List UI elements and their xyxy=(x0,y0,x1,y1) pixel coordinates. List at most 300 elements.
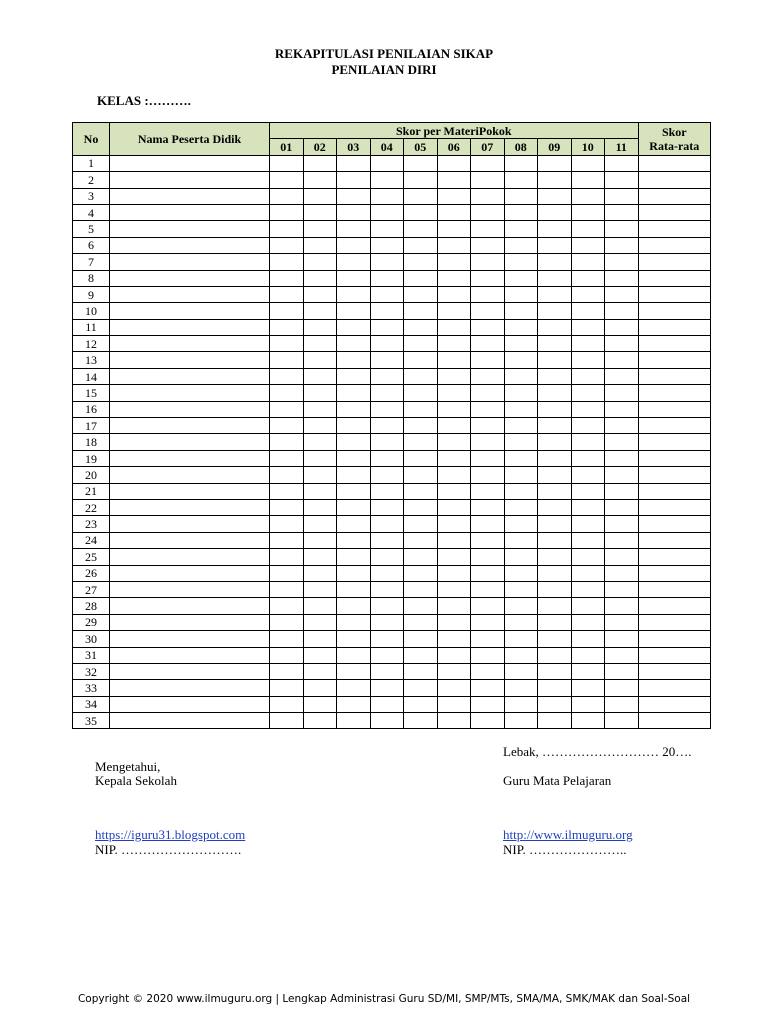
score-cell-04[interactable] xyxy=(370,450,404,466)
score-cell-07[interactable] xyxy=(471,499,505,515)
score-cell-09[interactable] xyxy=(538,713,572,729)
score-cell-07[interactable] xyxy=(471,647,505,663)
score-cell-11[interactable] xyxy=(605,188,639,204)
student-name-cell[interactable] xyxy=(110,614,270,630)
score-cell-01[interactable] xyxy=(270,434,304,450)
score-cell-07[interactable] xyxy=(471,614,505,630)
score-cell-08[interactable] xyxy=(504,352,538,368)
score-cell-07[interactable] xyxy=(471,286,505,302)
score-cell-04[interactable] xyxy=(370,188,404,204)
score-cell-11[interactable] xyxy=(605,663,639,679)
score-cell-01[interactable] xyxy=(270,336,304,352)
score-cell-11[interactable] xyxy=(605,155,639,171)
average-score-cell[interactable] xyxy=(638,368,711,384)
score-cell-09[interactable] xyxy=(538,172,572,188)
score-cell-04[interactable] xyxy=(370,254,404,270)
score-cell-04[interactable] xyxy=(370,434,404,450)
score-cell-02[interactable] xyxy=(303,696,337,712)
score-cell-03[interactable] xyxy=(337,467,371,483)
average-score-cell[interactable] xyxy=(638,188,711,204)
student-name-cell[interactable] xyxy=(110,368,270,384)
score-cell-08[interactable] xyxy=(504,581,538,597)
score-cell-02[interactable] xyxy=(303,647,337,663)
score-cell-10[interactable] xyxy=(571,565,605,581)
score-cell-03[interactable] xyxy=(337,614,371,630)
score-cell-08[interactable] xyxy=(504,336,538,352)
score-cell-11[interactable] xyxy=(605,434,639,450)
score-cell-02[interactable] xyxy=(303,172,337,188)
score-cell-02[interactable] xyxy=(303,532,337,548)
score-cell-09[interactable] xyxy=(538,467,572,483)
student-name-cell[interactable] xyxy=(110,631,270,647)
score-cell-08[interactable] xyxy=(504,172,538,188)
score-cell-11[interactable] xyxy=(605,254,639,270)
score-cell-02[interactable] xyxy=(303,237,337,253)
score-cell-07[interactable] xyxy=(471,631,505,647)
score-cell-09[interactable] xyxy=(538,237,572,253)
score-cell-06[interactable] xyxy=(437,516,471,532)
student-name-cell[interactable] xyxy=(110,401,270,417)
score-cell-02[interactable] xyxy=(303,499,337,515)
score-cell-05[interactable] xyxy=(404,467,438,483)
average-score-cell[interactable] xyxy=(638,155,711,171)
average-score-cell[interactable] xyxy=(638,614,711,630)
score-cell-10[interactable] xyxy=(571,680,605,696)
score-cell-02[interactable] xyxy=(303,385,337,401)
score-cell-11[interactable] xyxy=(605,286,639,302)
score-cell-10[interactable] xyxy=(571,188,605,204)
score-cell-03[interactable] xyxy=(337,270,371,286)
score-cell-01[interactable] xyxy=(270,418,304,434)
score-cell-02[interactable] xyxy=(303,549,337,565)
student-name-cell[interactable] xyxy=(110,418,270,434)
score-cell-02[interactable] xyxy=(303,434,337,450)
score-cell-03[interactable] xyxy=(337,401,371,417)
score-cell-09[interactable] xyxy=(538,614,572,630)
score-cell-11[interactable] xyxy=(605,172,639,188)
score-cell-10[interactable] xyxy=(571,155,605,171)
student-name-cell[interactable] xyxy=(110,450,270,466)
score-cell-09[interactable] xyxy=(538,631,572,647)
score-cell-09[interactable] xyxy=(538,254,572,270)
score-cell-03[interactable] xyxy=(337,434,371,450)
score-cell-03[interactable] xyxy=(337,598,371,614)
score-cell-08[interactable] xyxy=(504,713,538,729)
score-cell-07[interactable] xyxy=(471,418,505,434)
student-name-cell[interactable] xyxy=(110,713,270,729)
score-cell-03[interactable] xyxy=(337,352,371,368)
score-cell-01[interactable] xyxy=(270,450,304,466)
score-cell-05[interactable] xyxy=(404,418,438,434)
score-cell-03[interactable] xyxy=(337,516,371,532)
score-cell-03[interactable] xyxy=(337,696,371,712)
average-score-cell[interactable] xyxy=(638,401,711,417)
score-cell-09[interactable] xyxy=(538,663,572,679)
student-name-cell[interactable] xyxy=(110,483,270,499)
score-cell-07[interactable] xyxy=(471,319,505,335)
student-name-cell[interactable] xyxy=(110,204,270,220)
score-cell-05[interactable] xyxy=(404,352,438,368)
score-cell-08[interactable] xyxy=(504,368,538,384)
student-name-cell[interactable] xyxy=(110,385,270,401)
score-cell-05[interactable] xyxy=(404,516,438,532)
score-cell-08[interactable] xyxy=(504,565,538,581)
score-cell-06[interactable] xyxy=(437,483,471,499)
student-name-cell[interactable] xyxy=(110,680,270,696)
average-score-cell[interactable] xyxy=(638,385,711,401)
score-cell-05[interactable] xyxy=(404,631,438,647)
score-cell-02[interactable] xyxy=(303,581,337,597)
score-cell-11[interactable] xyxy=(605,549,639,565)
score-cell-09[interactable] xyxy=(538,303,572,319)
score-cell-02[interactable] xyxy=(303,450,337,466)
score-cell-06[interactable] xyxy=(437,385,471,401)
score-cell-02[interactable] xyxy=(303,221,337,237)
score-cell-03[interactable] xyxy=(337,155,371,171)
score-cell-06[interactable] xyxy=(437,155,471,171)
average-score-cell[interactable] xyxy=(638,172,711,188)
average-score-cell[interactable] xyxy=(638,319,711,335)
score-cell-10[interactable] xyxy=(571,434,605,450)
score-cell-01[interactable] xyxy=(270,598,304,614)
student-name-cell[interactable] xyxy=(110,696,270,712)
score-cell-03[interactable] xyxy=(337,499,371,515)
score-cell-07[interactable] xyxy=(471,483,505,499)
score-cell-04[interactable] xyxy=(370,532,404,548)
score-cell-04[interactable] xyxy=(370,319,404,335)
score-cell-07[interactable] xyxy=(471,532,505,548)
score-cell-09[interactable] xyxy=(538,516,572,532)
average-score-cell[interactable] xyxy=(638,254,711,270)
student-name-cell[interactable] xyxy=(110,188,270,204)
student-name-cell[interactable] xyxy=(110,319,270,335)
score-cell-03[interactable] xyxy=(337,565,371,581)
score-cell-10[interactable] xyxy=(571,204,605,220)
score-cell-09[interactable] xyxy=(538,549,572,565)
student-name-cell[interactable] xyxy=(110,647,270,663)
score-cell-09[interactable] xyxy=(538,581,572,597)
score-cell-02[interactable] xyxy=(303,336,337,352)
score-cell-06[interactable] xyxy=(437,631,471,647)
score-cell-02[interactable] xyxy=(303,254,337,270)
score-cell-06[interactable] xyxy=(437,499,471,515)
score-cell-05[interactable] xyxy=(404,483,438,499)
score-cell-01[interactable] xyxy=(270,155,304,171)
average-score-cell[interactable] xyxy=(638,516,711,532)
score-cell-01[interactable] xyxy=(270,467,304,483)
score-cell-10[interactable] xyxy=(571,254,605,270)
score-cell-07[interactable] xyxy=(471,368,505,384)
score-cell-03[interactable] xyxy=(337,286,371,302)
score-cell-01[interactable] xyxy=(270,483,304,499)
score-cell-11[interactable] xyxy=(605,352,639,368)
score-cell-07[interactable] xyxy=(471,680,505,696)
score-cell-03[interactable] xyxy=(337,368,371,384)
score-cell-02[interactable] xyxy=(303,155,337,171)
score-cell-02[interactable] xyxy=(303,368,337,384)
score-cell-05[interactable] xyxy=(404,319,438,335)
average-score-cell[interactable] xyxy=(638,631,711,647)
score-cell-08[interactable] xyxy=(504,516,538,532)
score-cell-04[interactable] xyxy=(370,155,404,171)
score-cell-04[interactable] xyxy=(370,385,404,401)
score-cell-01[interactable] xyxy=(270,237,304,253)
score-cell-06[interactable] xyxy=(437,254,471,270)
score-cell-11[interactable] xyxy=(605,303,639,319)
score-cell-09[interactable] xyxy=(538,352,572,368)
score-cell-08[interactable] xyxy=(504,663,538,679)
right-link[interactable]: http://www.ilmuguru.org xyxy=(503,827,633,842)
score-cell-01[interactable] xyxy=(270,614,304,630)
score-cell-06[interactable] xyxy=(437,598,471,614)
score-cell-11[interactable] xyxy=(605,270,639,286)
score-cell-09[interactable] xyxy=(538,155,572,171)
score-cell-08[interactable] xyxy=(504,270,538,286)
score-cell-08[interactable] xyxy=(504,483,538,499)
score-cell-11[interactable] xyxy=(605,237,639,253)
score-cell-07[interactable] xyxy=(471,549,505,565)
score-cell-05[interactable] xyxy=(404,434,438,450)
score-cell-07[interactable] xyxy=(471,188,505,204)
score-cell-08[interactable] xyxy=(504,254,538,270)
average-score-cell[interactable] xyxy=(638,663,711,679)
score-cell-03[interactable] xyxy=(337,532,371,548)
student-name-cell[interactable] xyxy=(110,516,270,532)
score-cell-02[interactable] xyxy=(303,680,337,696)
score-cell-11[interactable] xyxy=(605,696,639,712)
score-cell-01[interactable] xyxy=(270,270,304,286)
score-cell-07[interactable] xyxy=(471,237,505,253)
average-score-cell[interactable] xyxy=(638,450,711,466)
score-cell-10[interactable] xyxy=(571,352,605,368)
score-cell-01[interactable] xyxy=(270,713,304,729)
average-score-cell[interactable] xyxy=(638,336,711,352)
score-cell-01[interactable] xyxy=(270,221,304,237)
score-cell-03[interactable] xyxy=(337,172,371,188)
score-cell-04[interactable] xyxy=(370,516,404,532)
score-cell-05[interactable] xyxy=(404,270,438,286)
score-cell-02[interactable] xyxy=(303,467,337,483)
score-cell-03[interactable] xyxy=(337,319,371,335)
student-name-cell[interactable] xyxy=(110,286,270,302)
score-cell-07[interactable] xyxy=(471,450,505,466)
score-cell-11[interactable] xyxy=(605,565,639,581)
score-cell-05[interactable] xyxy=(404,598,438,614)
score-cell-05[interactable] xyxy=(404,254,438,270)
score-cell-06[interactable] xyxy=(437,237,471,253)
score-cell-02[interactable] xyxy=(303,270,337,286)
score-cell-04[interactable] xyxy=(370,368,404,384)
score-cell-11[interactable] xyxy=(605,713,639,729)
score-cell-03[interactable] xyxy=(337,581,371,597)
score-cell-11[interactable] xyxy=(605,516,639,532)
score-cell-10[interactable] xyxy=(571,385,605,401)
score-cell-05[interactable] xyxy=(404,303,438,319)
score-cell-05[interactable] xyxy=(404,581,438,597)
score-cell-01[interactable] xyxy=(270,696,304,712)
score-cell-06[interactable] xyxy=(437,581,471,597)
average-score-cell[interactable] xyxy=(638,352,711,368)
score-cell-08[interactable] xyxy=(504,303,538,319)
score-cell-01[interactable] xyxy=(270,516,304,532)
score-cell-06[interactable] xyxy=(437,467,471,483)
score-cell-06[interactable] xyxy=(437,614,471,630)
average-score-cell[interactable] xyxy=(638,237,711,253)
score-cell-09[interactable] xyxy=(538,450,572,466)
score-cell-04[interactable] xyxy=(370,631,404,647)
score-cell-07[interactable] xyxy=(471,598,505,614)
score-cell-05[interactable] xyxy=(404,663,438,679)
score-cell-11[interactable] xyxy=(605,368,639,384)
score-cell-07[interactable] xyxy=(471,254,505,270)
score-cell-09[interactable] xyxy=(538,336,572,352)
score-cell-09[interactable] xyxy=(538,385,572,401)
score-cell-11[interactable] xyxy=(605,647,639,663)
score-cell-04[interactable] xyxy=(370,713,404,729)
score-cell-11[interactable] xyxy=(605,336,639,352)
score-cell-01[interactable] xyxy=(270,549,304,565)
score-cell-10[interactable] xyxy=(571,499,605,515)
score-cell-03[interactable] xyxy=(337,631,371,647)
score-cell-11[interactable] xyxy=(605,401,639,417)
score-cell-01[interactable] xyxy=(270,352,304,368)
score-cell-05[interactable] xyxy=(404,221,438,237)
score-cell-04[interactable] xyxy=(370,614,404,630)
score-cell-01[interactable] xyxy=(270,385,304,401)
score-cell-03[interactable] xyxy=(337,713,371,729)
score-cell-06[interactable] xyxy=(437,680,471,696)
score-cell-11[interactable] xyxy=(605,385,639,401)
student-name-cell[interactable] xyxy=(110,434,270,450)
student-name-cell[interactable] xyxy=(110,581,270,597)
score-cell-06[interactable] xyxy=(437,532,471,548)
average-score-cell[interactable] xyxy=(638,680,711,696)
score-cell-02[interactable] xyxy=(303,352,337,368)
score-cell-04[interactable] xyxy=(370,598,404,614)
score-cell-11[interactable] xyxy=(605,467,639,483)
score-cell-06[interactable] xyxy=(437,221,471,237)
score-cell-08[interactable] xyxy=(504,237,538,253)
score-cell-11[interactable] xyxy=(605,499,639,515)
score-cell-09[interactable] xyxy=(538,532,572,548)
score-cell-03[interactable] xyxy=(337,647,371,663)
student-name-cell[interactable] xyxy=(110,270,270,286)
score-cell-11[interactable] xyxy=(605,631,639,647)
score-cell-06[interactable] xyxy=(437,270,471,286)
score-cell-05[interactable] xyxy=(404,155,438,171)
score-cell-11[interactable] xyxy=(605,680,639,696)
average-score-cell[interactable] xyxy=(638,647,711,663)
score-cell-01[interactable] xyxy=(270,680,304,696)
score-cell-06[interactable] xyxy=(437,418,471,434)
score-cell-08[interactable] xyxy=(504,549,538,565)
score-cell-07[interactable] xyxy=(471,401,505,417)
score-cell-04[interactable] xyxy=(370,352,404,368)
score-cell-09[interactable] xyxy=(538,319,572,335)
score-cell-10[interactable] xyxy=(571,713,605,729)
score-cell-07[interactable] xyxy=(471,303,505,319)
score-cell-04[interactable] xyxy=(370,303,404,319)
score-cell-10[interactable] xyxy=(571,319,605,335)
left-link[interactable]: https://iguru31.blogspot.com xyxy=(95,827,246,842)
score-cell-08[interactable] xyxy=(504,450,538,466)
score-cell-10[interactable] xyxy=(571,614,605,630)
score-cell-04[interactable] xyxy=(370,663,404,679)
score-cell-04[interactable] xyxy=(370,401,404,417)
student-name-cell[interactable] xyxy=(110,499,270,515)
score-cell-08[interactable] xyxy=(504,467,538,483)
student-name-cell[interactable] xyxy=(110,254,270,270)
score-cell-05[interactable] xyxy=(404,696,438,712)
score-cell-03[interactable] xyxy=(337,483,371,499)
score-cell-04[interactable] xyxy=(370,680,404,696)
score-cell-01[interactable] xyxy=(270,663,304,679)
score-cell-05[interactable] xyxy=(404,647,438,663)
score-cell-07[interactable] xyxy=(471,385,505,401)
score-cell-06[interactable] xyxy=(437,336,471,352)
score-cell-04[interactable] xyxy=(370,647,404,663)
score-cell-09[interactable] xyxy=(538,188,572,204)
average-score-cell[interactable] xyxy=(638,303,711,319)
score-cell-08[interactable] xyxy=(504,385,538,401)
score-cell-05[interactable] xyxy=(404,237,438,253)
score-cell-07[interactable] xyxy=(471,696,505,712)
score-cell-10[interactable] xyxy=(571,516,605,532)
score-cell-09[interactable] xyxy=(538,499,572,515)
score-cell-04[interactable] xyxy=(370,483,404,499)
score-cell-10[interactable] xyxy=(571,663,605,679)
score-cell-01[interactable] xyxy=(270,172,304,188)
score-cell-06[interactable] xyxy=(437,172,471,188)
student-name-cell[interactable] xyxy=(110,155,270,171)
score-cell-07[interactable] xyxy=(471,434,505,450)
score-cell-05[interactable] xyxy=(404,385,438,401)
score-cell-04[interactable] xyxy=(370,418,404,434)
student-name-cell[interactable] xyxy=(110,172,270,188)
average-score-cell[interactable] xyxy=(638,204,711,220)
score-cell-11[interactable] xyxy=(605,450,639,466)
score-cell-10[interactable] xyxy=(571,270,605,286)
student-name-cell[interactable] xyxy=(110,532,270,548)
score-cell-04[interactable] xyxy=(370,204,404,220)
score-cell-05[interactable] xyxy=(404,565,438,581)
average-score-cell[interactable] xyxy=(638,434,711,450)
score-cell-02[interactable] xyxy=(303,483,337,499)
score-cell-11[interactable] xyxy=(605,204,639,220)
score-cell-09[interactable] xyxy=(538,434,572,450)
score-cell-05[interactable] xyxy=(404,450,438,466)
score-cell-06[interactable] xyxy=(437,549,471,565)
score-cell-06[interactable] xyxy=(437,188,471,204)
score-cell-07[interactable] xyxy=(471,352,505,368)
score-cell-04[interactable] xyxy=(370,237,404,253)
score-cell-04[interactable] xyxy=(370,270,404,286)
score-cell-10[interactable] xyxy=(571,286,605,302)
average-score-cell[interactable] xyxy=(638,696,711,712)
score-cell-08[interactable] xyxy=(504,155,538,171)
score-cell-02[interactable] xyxy=(303,286,337,302)
score-cell-09[interactable] xyxy=(538,696,572,712)
score-cell-10[interactable] xyxy=(571,647,605,663)
score-cell-07[interactable] xyxy=(471,581,505,597)
score-cell-10[interactable] xyxy=(571,631,605,647)
score-cell-02[interactable] xyxy=(303,565,337,581)
score-cell-06[interactable] xyxy=(437,434,471,450)
score-cell-03[interactable] xyxy=(337,204,371,220)
score-cell-01[interactable] xyxy=(270,581,304,597)
score-cell-07[interactable] xyxy=(471,713,505,729)
score-cell-05[interactable] xyxy=(404,336,438,352)
